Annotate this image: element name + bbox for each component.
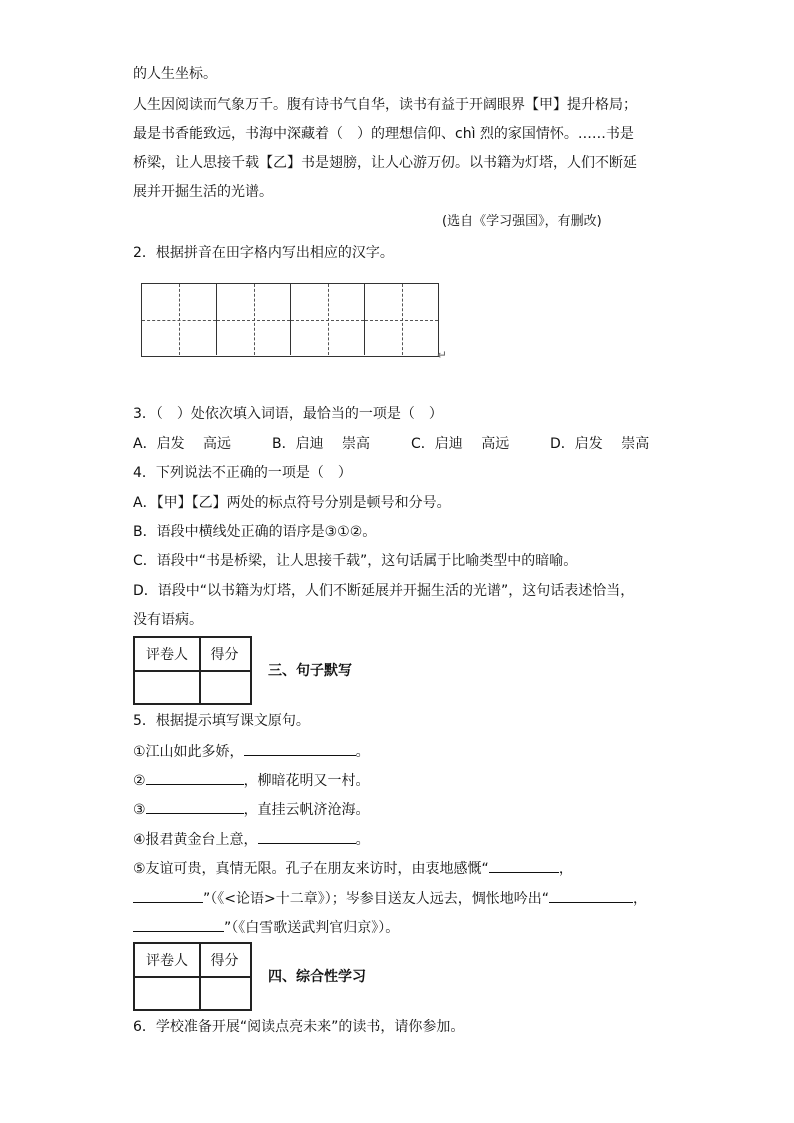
answer-blank[interactable]	[146, 799, 244, 814]
passage-line-5: 展并开掘生活的光谱。	[133, 184, 273, 200]
question-3-options	[133, 434, 649, 454]
passage-line-3: 最是书香能致远，书海中深藏着（ ）的理想信仰、chì 烈的家国情怀。……书是	[133, 126, 634, 142]
option-a[interactable]: A．启发 高远	[133, 436, 232, 452]
question-4: 4．下列说法不正确的一项是（ ）	[133, 465, 352, 481]
tianzige-cell[interactable]	[364, 284, 438, 355]
q4-option-d[interactable]: D．语段中“以书籍为灯塔，人们不断延展并开掘生活的光谱”，这句话表述恰当，	[133, 583, 635, 599]
tianzige-grid	[141, 283, 439, 357]
score-label: 得分	[210, 953, 239, 969]
question-3: 3．（ ）处依次填入词语，最恰当的一项是（ ）	[133, 406, 443, 422]
answer-blank[interactable]	[549, 888, 633, 903]
passage-line-2: 人生因阅读而气象万千。腹有诗书气自华，读书有益于开阔眼界【甲】提升格局；	[133, 97, 637, 113]
score-label: 得分	[210, 647, 239, 663]
passage-line-1: 的人生坐标。	[133, 66, 217, 82]
recite-line-4: ④报君黄金台上意， 。	[133, 829, 370, 850]
tianzige-cell[interactable]	[216, 284, 290, 355]
question-6: 6．学校准备开展“阅读点亮未来”的读书，请你参加。	[133, 1019, 465, 1035]
recite-line-1: ①江山如此多娇， 。	[133, 741, 370, 762]
question-2: 2．根据拼音在田字格内写出相应的汉字。	[133, 245, 394, 261]
score-box	[133, 942, 252, 1011]
recite-line-6: ”（《<论语>十二章》）；岑参目送友人远去，惆怅地吟出“ ，	[133, 888, 647, 909]
recite-line-7: ”（《白雪歌送武判官归京》）。	[133, 917, 399, 938]
tianzige-cell[interactable]	[142, 284, 216, 355]
recite-line-5: ⑤友谊可贵，真情无限。孔子在朋友来访时，由衷地感慨“ ，	[133, 858, 573, 879]
answer-blank[interactable]	[146, 770, 244, 785]
answer-blank[interactable]	[258, 829, 356, 844]
reviewer-label: 评卷人	[146, 647, 188, 663]
recite-line-2: ② ，柳暗花明又一村。	[133, 770, 370, 791]
recite-line-3: ③ ，直挂云帆济沧海。	[133, 799, 370, 820]
option-b[interactable]: B．启迪 崇高	[272, 436, 371, 452]
reviewer-label: 评卷人	[146, 953, 188, 969]
option-c[interactable]: C．启迪 高远	[411, 436, 510, 452]
answer-blank[interactable]	[244, 741, 356, 756]
answer-blank[interactable]	[133, 888, 203, 903]
option-d[interactable]: D．启发 崇高	[550, 436, 650, 452]
q4-option-b[interactable]: B．语段中横线处正确的语序是③①②。	[133, 524, 377, 540]
q4-option-a[interactable]: A．【甲】【乙】两处的标点符号分别是顿号和分号。	[133, 495, 451, 511]
passage-line-4: 桥梁，让人思接千载【乙】书是翅膀，让人心游万仞。以书籍为灯塔，人们不断延	[133, 155, 637, 171]
answer-blank[interactable]	[133, 917, 224, 932]
passage-source: (选自《学习强国》，有删改)	[442, 214, 602, 229]
question-5: 5．根据提示填写课文原句。	[133, 713, 310, 729]
tianzige-cell[interactable]	[290, 284, 364, 355]
section-title: 四、综合性学习	[268, 969, 366, 985]
answer-blank[interactable]	[489, 858, 559, 873]
section-title: 三、句子默写	[268, 663, 352, 679]
q4-option-d-cont: 没有语病。	[133, 612, 203, 628]
return-mark-icon: ↵	[437, 348, 448, 362]
score-box	[133, 636, 252, 705]
q4-option-c[interactable]: C．语段中“书是桥梁，让人思接千载”，这句话属于比喻类型中的暗喻。	[133, 553, 578, 569]
